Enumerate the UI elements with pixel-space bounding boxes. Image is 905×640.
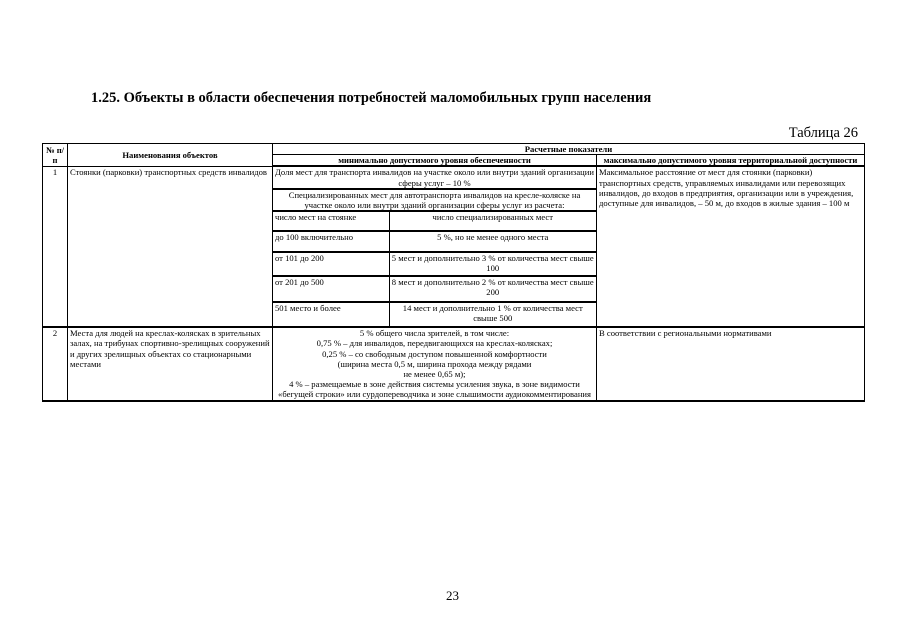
min-intro-2: Специализированных мест для автотранспорта инвалидов на кресле-коляске на участке около или внутри зданий организации сферы услуг из расчета: [273,189,596,211]
row-min-cell [273,327,597,400]
indicators-table [42,143,865,402]
header-row-1 [43,144,865,155]
header-num: № п/п [43,144,68,167]
table-caption: Таблица 26 [788,125,858,141]
min-line: 5 % общего числа зрителей, в том числе: [359,328,510,339]
sub-row-left: до 100 включительно [273,231,389,252]
table-row [43,327,865,400]
header-min: минимально допустимого уровня обеспеченности [273,155,597,167]
row-max: В соответствии с региональными нормативами [597,327,865,400]
sub-row-right: 14 мест и дополнительно 1 % от количества мест свыше 500 [402,303,583,324]
sub-row-right: 5 мест и дополнительно 3 % от количества мест свыше 100 [389,252,596,276]
row-name: Места для людей на креслах-колясках в зрительных залах, на трибунах спортивно-зрелищных сооружений и других зрелищных объектах со стационарными местами [68,327,273,400]
section-title: 1.25. Объекты в области обеспечения потребностей маломобильных групп населения [91,90,652,106]
sub-row-right: 8 мест и дополнительно 2 % от количества мест свыше 200 [389,276,596,302]
min-line: 4 % – размещаемые в зоне действия системы усиления звука, в зоне видимости «бегущей строки» или сурдопереводчика и зоне слышимости аудиокомментирования [278,379,591,400]
sub-row-left: 501 место и более [273,302,389,326]
table-row [43,166,865,327]
header-group: Расчетные показатели [273,144,865,155]
row-name: Стоянки (парковки) транспортных средств инвалидов [68,166,273,327]
header-max: максимально допустимого уровня территориальной доступности [597,155,865,167]
page-number: 23 [446,588,459,603]
row-num: 2 [43,327,68,400]
parking-subtable [273,167,596,326]
header-name: Наименования объектов [68,144,273,167]
row-max: Максимальное расстояние от мест для стоянки (парковки) транспортных средств, управляемых инвалидами или перевозящих инвалидов, до входов в предприятия, организации или в учреждения, доступные для инвалидов, – 50 м, до входов в жилые здания – 100 м [597,166,865,327]
sub-row-left: от 101 до 200 [273,252,389,276]
sub-head-left: число мест на стоянке [273,211,389,231]
sub-head-right: число специализированных мест [389,211,596,231]
min-line: не менее 0,65 м); [403,369,466,380]
min-intro-1: Доля мест для транспорта инвалидов на участке около или внутри зданий организации сферы услуг – 10 % [273,167,596,188]
row-num: 1 [43,166,68,327]
sub-row-right: 5 %, но не менее одного места [389,231,596,252]
min-line: (ширина места 0,5 м, ширина прохода между рядами [337,358,532,369]
sub-row-left: от 201 до 500 [273,276,389,302]
min-line: 0,25 % – со свободным доступом повышенной комфортности [322,348,547,359]
row-min-cell [273,166,597,327]
min-line: 0,75 % – для инвалидов, передвигающихся на креслах-колясках; [316,338,553,349]
